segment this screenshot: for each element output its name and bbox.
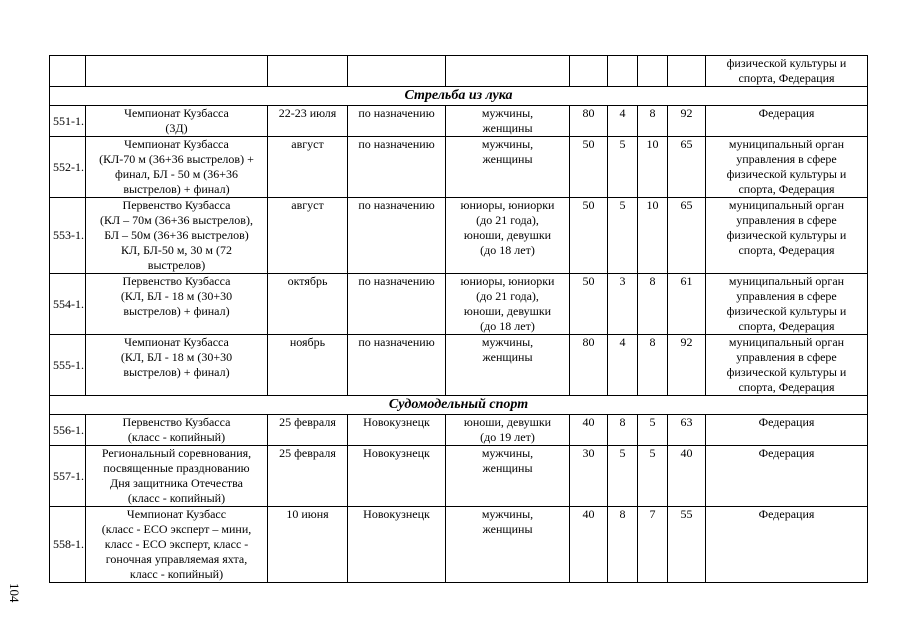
count-total: 65 xyxy=(668,137,706,198)
event-place: Новокузнецк xyxy=(348,507,446,583)
event-date: октябрь xyxy=(268,274,348,335)
table-row xyxy=(50,335,868,396)
count-c: 10 xyxy=(638,137,668,198)
count-b: 5 xyxy=(608,137,638,198)
row-number: 556-1. xyxy=(50,415,86,446)
participants xyxy=(446,56,570,87)
row-number: 555-1. xyxy=(50,335,86,396)
participants: мужчины, женщины xyxy=(446,137,570,198)
event-date: 22-23 июля xyxy=(268,106,348,137)
count-c: 5 xyxy=(638,446,668,507)
count-b: 4 xyxy=(608,106,638,137)
event-place: по назначению xyxy=(348,274,446,335)
event-name: Чемпионат Кузбасса (КЛ, БЛ - 18 м (30+30 выстрелов) + финал) xyxy=(86,335,268,396)
event-name: Первенство Кузбасса (КЛ – 70м (36+36 выстрелов), БЛ – 50м (36+36 выстрелов) КЛ, БЛ-50 м, 30 м (72 выстрелов) xyxy=(86,198,268,274)
count-a: 80 xyxy=(570,335,608,396)
count-b: 4 xyxy=(608,335,638,396)
organizer: муниципальный орган управления в сфере физической культуры и спорта, Федерация xyxy=(706,137,868,198)
count-total: 61 xyxy=(668,274,706,335)
count-total: 40 xyxy=(668,446,706,507)
count-c: 7 xyxy=(638,507,668,583)
event-date: 25 февраля xyxy=(268,415,348,446)
count-c: 8 xyxy=(638,335,668,396)
event-name: Чемпионат Кузбасса (КЛ-70 м (36+36 выстрелов) + финал, БЛ - 50 м (36+36 выстрелов) + финал) xyxy=(86,137,268,198)
count-a: 30 xyxy=(570,446,608,507)
row-number: 551-1. xyxy=(50,106,86,137)
organizer: Федерация xyxy=(706,446,868,507)
event-place: по назначению xyxy=(348,198,446,274)
count-a: 50 xyxy=(570,198,608,274)
section-row xyxy=(50,396,868,415)
event-date: август xyxy=(268,198,348,274)
count-c: 10 xyxy=(638,198,668,274)
organizer: муниципальный орган управления в сфере физической культуры и спорта, Федерация xyxy=(706,274,868,335)
table-row xyxy=(50,446,868,507)
count-a: 50 xyxy=(570,137,608,198)
count-b: 5 xyxy=(608,446,638,507)
participants: мужчины, женщины xyxy=(446,106,570,137)
section-row xyxy=(50,87,868,106)
participants: юниоры, юниорки (до 21 года), юноши, девушки (до 18 лет) xyxy=(446,198,570,274)
event-place: по назначению xyxy=(348,137,446,198)
count-b: 3 xyxy=(608,274,638,335)
row-number xyxy=(50,56,86,87)
event-place: Новокузнецк xyxy=(348,446,446,507)
table-row xyxy=(50,415,868,446)
count-total: 55 xyxy=(668,507,706,583)
event-place: по назначению xyxy=(348,106,446,137)
event-place: по назначению xyxy=(348,335,446,396)
count-total: 92 xyxy=(668,106,706,137)
participants: мужчины, женщины xyxy=(446,446,570,507)
count-c xyxy=(638,56,668,87)
count-c: 8 xyxy=(638,274,668,335)
organizer: Федерация xyxy=(706,507,868,583)
event-name xyxy=(86,56,268,87)
table-row xyxy=(50,137,868,198)
organizer: Федерация xyxy=(706,415,868,446)
count-a: 40 xyxy=(570,507,608,583)
participants: мужчины, женщины xyxy=(446,335,570,396)
participants: юноши, девушки (до 19 лет) xyxy=(446,415,570,446)
count-b: 8 xyxy=(608,507,638,583)
row-number: 552-1. xyxy=(50,137,86,198)
row-number: 554-1. xyxy=(50,274,86,335)
count-a: 50 xyxy=(570,274,608,335)
event-name: Чемпионат Кузбасс (класс - ECO эксперт – мини, класс - ECO эксперт, класс - гоночная управляемая яхта, класс - копийный) xyxy=(86,507,268,583)
count-total: 65 xyxy=(668,198,706,274)
participants: юниоры, юниорки (до 21 года), юноши, девушки (до 18 лет) xyxy=(446,274,570,335)
event-name: Чемпионат Кузбасса (3Д) xyxy=(86,106,268,137)
event-name: Первенство Кузбасса (КЛ, БЛ - 18 м (30+30 выстрелов) + финал) xyxy=(86,274,268,335)
count-total xyxy=(668,56,706,87)
section-title: Судомодельный спорт xyxy=(50,396,868,415)
table-row xyxy=(50,198,868,274)
organizer: Федерация xyxy=(706,106,868,137)
organizer: физической культуры и спорта, Федерация xyxy=(706,56,868,87)
organizer: муниципальный орган управления в сфере физической культуры и спорта, Федерация xyxy=(706,335,868,396)
table-row xyxy=(50,507,868,583)
event-date xyxy=(268,56,348,87)
event-date: ноябрь xyxy=(268,335,348,396)
count-b xyxy=(608,56,638,87)
row-number: 557-1. xyxy=(50,446,86,507)
count-c: 8 xyxy=(638,106,668,137)
organizer: муниципальный орган управления в сфере физической культуры и спорта, Федерация xyxy=(706,198,868,274)
count-total: 63 xyxy=(668,415,706,446)
page-number: 104 xyxy=(7,583,22,603)
event-date: 25 февраля xyxy=(268,446,348,507)
table-row xyxy=(50,106,868,137)
count-b: 8 xyxy=(608,415,638,446)
event-place: Новокузнецк xyxy=(348,415,446,446)
schedule-table xyxy=(49,55,868,583)
count-a: 40 xyxy=(570,415,608,446)
event-date: 10 июня xyxy=(268,507,348,583)
event-place xyxy=(348,56,446,87)
table-row xyxy=(50,56,868,87)
row-number: 558-1. xyxy=(50,507,86,583)
count-a xyxy=(570,56,608,87)
row-number: 553-1. xyxy=(50,198,86,274)
table-row xyxy=(50,274,868,335)
count-a: 80 xyxy=(570,106,608,137)
count-b: 5 xyxy=(608,198,638,274)
event-name: Региональный соревнования, посвященные празднованию Дня защитника Отечества (класс - копийный) xyxy=(86,446,268,507)
participants: мужчины, женщины xyxy=(446,507,570,583)
event-name: Первенство Кузбасса (класс - копийный) xyxy=(86,415,268,446)
count-total: 92 xyxy=(668,335,706,396)
section-title: Стрельба из лука xyxy=(50,87,868,106)
count-c: 5 xyxy=(638,415,668,446)
event-date: август xyxy=(268,137,348,198)
